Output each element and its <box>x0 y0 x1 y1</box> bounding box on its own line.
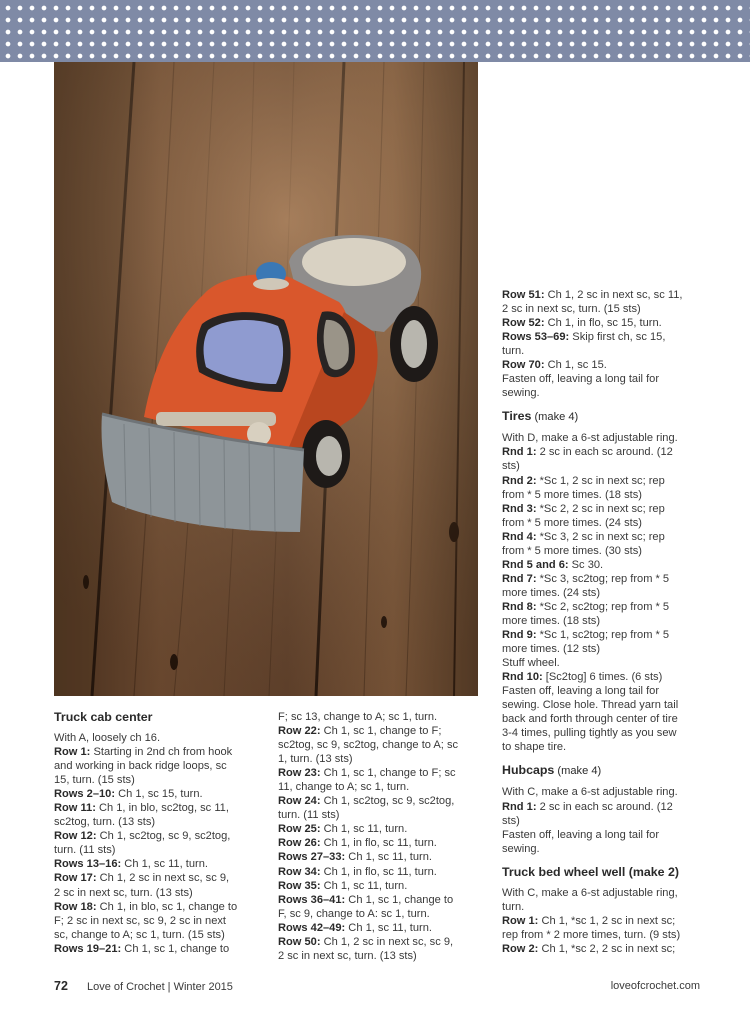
col3-hubcaps-lines <box>502 785 704 855</box>
step-text: Ch 1, in blo, sc 1, change to <box>96 900 238 913</box>
step-text: Fasten off, leaving a long tail for <box>502 828 660 841</box>
col3-tires-lines <box>502 431 704 754</box>
footer-separator: | <box>164 981 174 993</box>
pattern-line <box>278 822 481 836</box>
step-label: Rnd 8: <box>502 600 537 613</box>
step-label: Rnd 5 and 6: <box>502 558 569 571</box>
pattern-line <box>278 794 481 808</box>
col2-lines <box>278 710 481 963</box>
step-label: Rows 27–33: <box>278 851 346 864</box>
step-text: turn. (11 sts) <box>278 809 340 822</box>
step-text: and working in back ridge loops, sc <box>54 760 227 773</box>
pattern-line <box>54 759 259 773</box>
pattern-line <box>502 886 704 900</box>
step-text: from * 5 more times. (24 sts) <box>502 516 642 529</box>
step-text: Sc 30. <box>568 558 604 571</box>
step-label: Rnd 4: <box>502 530 537 543</box>
pattern-line <box>54 857 259 871</box>
polka-dot-header-band <box>0 0 750 62</box>
step-text: turn. <box>502 345 525 358</box>
step-label: Row 26: <box>278 837 321 850</box>
pattern-line <box>502 656 704 670</box>
pattern-line <box>502 386 704 400</box>
step-label: Rnd 1: <box>502 446 537 459</box>
step-text: *Sc 3, 2 sc in next sc; rep <box>536 530 665 543</box>
step-text: sts) <box>502 814 520 827</box>
step-text: 2 sc in next sc, turn. (13 sts) <box>54 886 193 899</box>
step-text: With A, loosely ch 16. <box>54 732 161 744</box>
step-text: With C, make a 6-st adjustable ring. <box>502 786 678 799</box>
pattern-line <box>502 474 704 488</box>
step-label: Row 50: <box>278 935 321 948</box>
column-1 <box>54 710 259 956</box>
pattern-line <box>502 800 704 814</box>
pattern-line <box>502 785 704 799</box>
pattern-line <box>502 488 704 502</box>
col1-lines <box>54 731 259 956</box>
step-text: back and forth through center of tire <box>502 713 678 726</box>
step-text: 2 sc in each sc around. (12 <box>536 800 673 813</box>
pattern-line <box>54 801 259 815</box>
step-text: sc2tog, sc 9, sc2tog, change to A; sc <box>278 739 459 752</box>
step-label: Row 35: <box>278 879 321 892</box>
step-text: 2 sc in next sc, turn. (13 sts) <box>278 949 417 962</box>
website-link[interactable]: loveofcrochet.com <box>610 980 700 992</box>
step-text: to shape tire. <box>502 741 567 754</box>
pattern-line <box>278 935 481 949</box>
section-heading-tires: Tires (make 4) <box>502 409 579 424</box>
issue-name: Winter 2015 <box>173 981 233 993</box>
pattern-line <box>278 893 481 907</box>
pattern-line <box>502 558 704 572</box>
step-text: *Sc 1, sc2tog; rep from * 5 <box>536 629 670 642</box>
pattern-line <box>278 766 481 780</box>
pattern-line <box>278 907 481 921</box>
pattern-line <box>278 865 481 879</box>
pattern-line <box>54 928 259 942</box>
step-text: Ch 1, in blo, sc2tog, sc 11, <box>95 802 229 815</box>
pattern-line <box>54 773 259 787</box>
pattern-line <box>278 724 481 738</box>
step-label: Row 17: <box>54 872 97 885</box>
pattern-line <box>502 544 704 558</box>
pattern-line <box>54 886 259 900</box>
step-label: Row 52: <box>502 317 545 330</box>
column-3 <box>502 288 704 956</box>
step-label: Rows 42–49: <box>278 921 346 934</box>
pattern-line <box>54 871 259 885</box>
step-text: Ch 1, in flo, sc 11, turn. <box>320 837 437 850</box>
column-2 <box>278 710 481 963</box>
step-text: F; 2 sc in next sc, sc 9, 2 sc in next <box>54 914 227 927</box>
section-heading-wheel-well: Truck bed wheel well (make 2) <box>502 864 679 879</box>
step-text: Starting in 2nd ch from hook <box>90 746 233 759</box>
step-text: Fasten off, leaving a long tail for <box>502 373 660 386</box>
pattern-line <box>502 586 704 600</box>
step-text: 11, change to A; sc 1, turn. <box>278 781 410 794</box>
step-label: Rows 19–21: <box>54 942 122 955</box>
step-text: sewing. <box>502 842 540 855</box>
pattern-line <box>278 710 481 724</box>
page-footer <box>54 979 700 993</box>
pattern-line <box>502 642 704 656</box>
step-text: Ch 1, sc 11, turn. <box>345 851 432 864</box>
pattern-line <box>502 459 704 473</box>
section-heading-truck-cab-center: Truck cab center <box>54 710 153 724</box>
step-text: [Sc2tog] 6 times. (6 sts) <box>542 671 663 684</box>
step-text: from * 5 more times. (30 sts) <box>502 544 642 557</box>
step-text: *Sc 2, 2 sc in next sc; rep <box>536 502 665 515</box>
step-text: Ch 1, *sc 1, 2 sc in next sc; <box>538 914 676 927</box>
pattern-line <box>502 530 704 544</box>
step-text: sewing. Close hole. Thread yarn tail <box>502 699 679 712</box>
step-text: more times. (24 sts) <box>502 586 601 599</box>
pattern-line <box>502 942 704 956</box>
pattern-line <box>502 572 704 586</box>
step-text: Ch 1, sc2tog, sc 9, sc2tog, <box>96 830 231 843</box>
pattern-line <box>502 726 704 740</box>
step-text: Ch 1, sc 1, change to <box>345 893 454 906</box>
step-text: Ch 1, sc 11, turn. <box>320 823 408 836</box>
step-label: Row 25: <box>278 823 321 836</box>
pattern-line <box>502 600 704 614</box>
step-label: Rows 13–16: <box>54 858 122 871</box>
step-text: With C, make a 6-st adjustable ring, <box>502 886 678 899</box>
step-text: 1, turn. (13 sts) <box>278 753 353 766</box>
pattern-line <box>54 745 259 759</box>
pattern-line <box>54 942 259 956</box>
truck-photo <box>54 62 478 696</box>
step-label: Rows 2–10: <box>54 788 116 801</box>
pattern-line <box>54 914 259 928</box>
pattern-line <box>502 502 704 516</box>
step-label: Rnd 10: <box>502 671 543 684</box>
section-heading-hubcaps: Hubcaps (make 4) <box>502 763 602 778</box>
step-text: Ch 1, sc 11, turn. <box>320 879 408 892</box>
step-text: Ch 1, sc2tog, sc 9, sc2tog, <box>320 795 455 808</box>
step-text: Ch 1, sc 1, change to F; sc <box>320 767 456 780</box>
pattern-line <box>278 808 481 822</box>
pattern-line <box>54 815 259 829</box>
col3-wheelwell-lines <box>502 886 704 956</box>
magazine-name: Love of Crochet <box>86 981 165 993</box>
step-text: turn. (11 sts) <box>54 844 116 857</box>
pattern-line <box>502 288 704 302</box>
pattern-line <box>278 879 481 893</box>
step-label: Row 70: <box>502 359 545 372</box>
step-text: turn. <box>502 900 525 913</box>
step-text: F, sc 9, change to A: sc 1, turn. <box>278 907 430 920</box>
step-label: Row 23: <box>278 767 321 780</box>
pattern-line <box>502 445 704 459</box>
pattern-line <box>54 829 259 843</box>
pattern-line <box>502 670 704 684</box>
step-text: Ch 1, sc 1, change to <box>121 942 230 955</box>
step-text: With D, make a 6-st adjustable ring. <box>502 432 678 445</box>
step-label: Row 1: <box>502 914 539 927</box>
step-text: Ch 1, sc 11, turn. <box>345 921 432 934</box>
pattern-line <box>278 752 481 766</box>
step-label: Row 2: <box>502 942 539 955</box>
pattern-line <box>278 738 481 752</box>
step-label: Row 24: <box>278 795 321 808</box>
step-text: *Sc 2, sc2tog; rep from * 5 <box>536 600 670 613</box>
pattern-line <box>54 787 259 801</box>
step-text: Ch 1, *sc 2, 2 sc in next sc; <box>538 942 676 955</box>
step-text: Ch 1, 2 sc in next sc, sc 9, <box>96 872 230 885</box>
step-label: Row 34: <box>278 865 321 878</box>
step-label: Row 1: <box>54 746 91 759</box>
step-label: Rows 53–69: <box>502 331 570 344</box>
step-text: rep from * 2 more times, turn. (9 sts) <box>502 928 681 941</box>
step-text: 3-4 times, pulling tightly as you sew <box>502 727 677 740</box>
step-text: Ch 1, 2 sc in next sc, sc 9, <box>320 935 454 948</box>
step-text: Ch 1, sc 11, turn. <box>121 858 208 871</box>
step-text: Ch 1, 2 sc in next sc, sc 11, <box>544 289 683 301</box>
step-label: Rnd 2: <box>502 474 537 487</box>
pattern-line <box>502 698 704 712</box>
col3-block1-lines <box>502 288 704 400</box>
pattern-line <box>502 516 704 530</box>
pattern-line <box>502 914 704 928</box>
pattern-line <box>502 828 704 842</box>
step-label: Row 12: <box>54 830 97 843</box>
pattern-line <box>502 431 704 445</box>
step-label: Rows 36–41: <box>278 893 346 906</box>
pattern-line <box>278 949 481 963</box>
pattern-line <box>278 780 481 794</box>
step-label: Row 11: <box>54 802 96 815</box>
step-text: more times. (12 sts) <box>502 643 601 656</box>
step-text: Ch 1, sc 1, change to F; <box>320 725 442 738</box>
pattern-line <box>502 740 704 754</box>
step-text: from * 5 more times. (18 sts) <box>502 488 642 501</box>
pattern-line <box>502 372 704 386</box>
step-text: sc2tog, turn. (13 sts) <box>54 816 156 829</box>
pattern-line <box>502 900 704 914</box>
step-text: Skip first ch, sc 15, <box>569 331 666 344</box>
pattern-line <box>502 330 704 344</box>
pattern-line <box>278 921 481 935</box>
step-label: Row 22: <box>278 725 321 738</box>
pattern-line <box>502 302 704 316</box>
pattern-line <box>502 344 704 358</box>
pattern-line <box>278 850 481 864</box>
pattern-line <box>278 836 481 850</box>
step-text: Ch 1, sc 15, turn. <box>115 788 203 801</box>
step-label: Rnd 7: <box>502 572 537 585</box>
step-text: 2 sc in next sc, turn. (15 sts) <box>502 303 641 316</box>
step-text: Ch 1, sc 15. <box>544 359 607 372</box>
step-label: Rnd 3: <box>502 502 537 515</box>
step-label: Rnd 1: <box>502 800 537 813</box>
pattern-line <box>54 731 259 745</box>
step-label: Rnd 9: <box>502 629 537 642</box>
pattern-line <box>502 684 704 698</box>
step-text: Ch 1, in flo, sc 15, turn. <box>544 317 662 330</box>
pattern-line <box>502 712 704 726</box>
pattern-line <box>502 814 704 828</box>
pattern-line <box>502 842 704 856</box>
step-text: *Sc 1, 2 sc in next sc; rep <box>536 474 665 487</box>
pattern-line <box>54 843 259 857</box>
pattern-line <box>502 628 704 642</box>
step-text: sewing. <box>502 387 540 400</box>
step-text: 2 sc in each sc around. (12 <box>536 446 673 459</box>
step-text: 15, turn. (15 sts) <box>54 774 135 787</box>
step-text: Ch 1, in flo, sc 11, turn. <box>320 865 437 878</box>
pattern-line <box>502 358 704 372</box>
step-text: more times. (18 sts) <box>502 614 601 627</box>
step-label: Row 51: <box>502 289 545 301</box>
pattern-line <box>54 900 259 914</box>
step-text: sc, change to A; sc 1, turn. (15 sts) <box>54 928 225 941</box>
pattern-line <box>502 614 704 628</box>
step-text: Stuff wheel. <box>502 657 560 670</box>
step-text: sts) <box>502 460 520 473</box>
page-number: 72 <box>54 979 68 993</box>
step-text: F; sc 13, change to A; sc 1, turn. <box>278 711 438 723</box>
pattern-line <box>502 928 704 942</box>
pattern-line <box>502 316 704 330</box>
step-text: Fasten off, leaving a long tail for <box>502 685 660 698</box>
step-label: Row 18: <box>54 900 97 913</box>
step-text: *Sc 3, sc2tog; rep from * 5 <box>536 572 670 585</box>
